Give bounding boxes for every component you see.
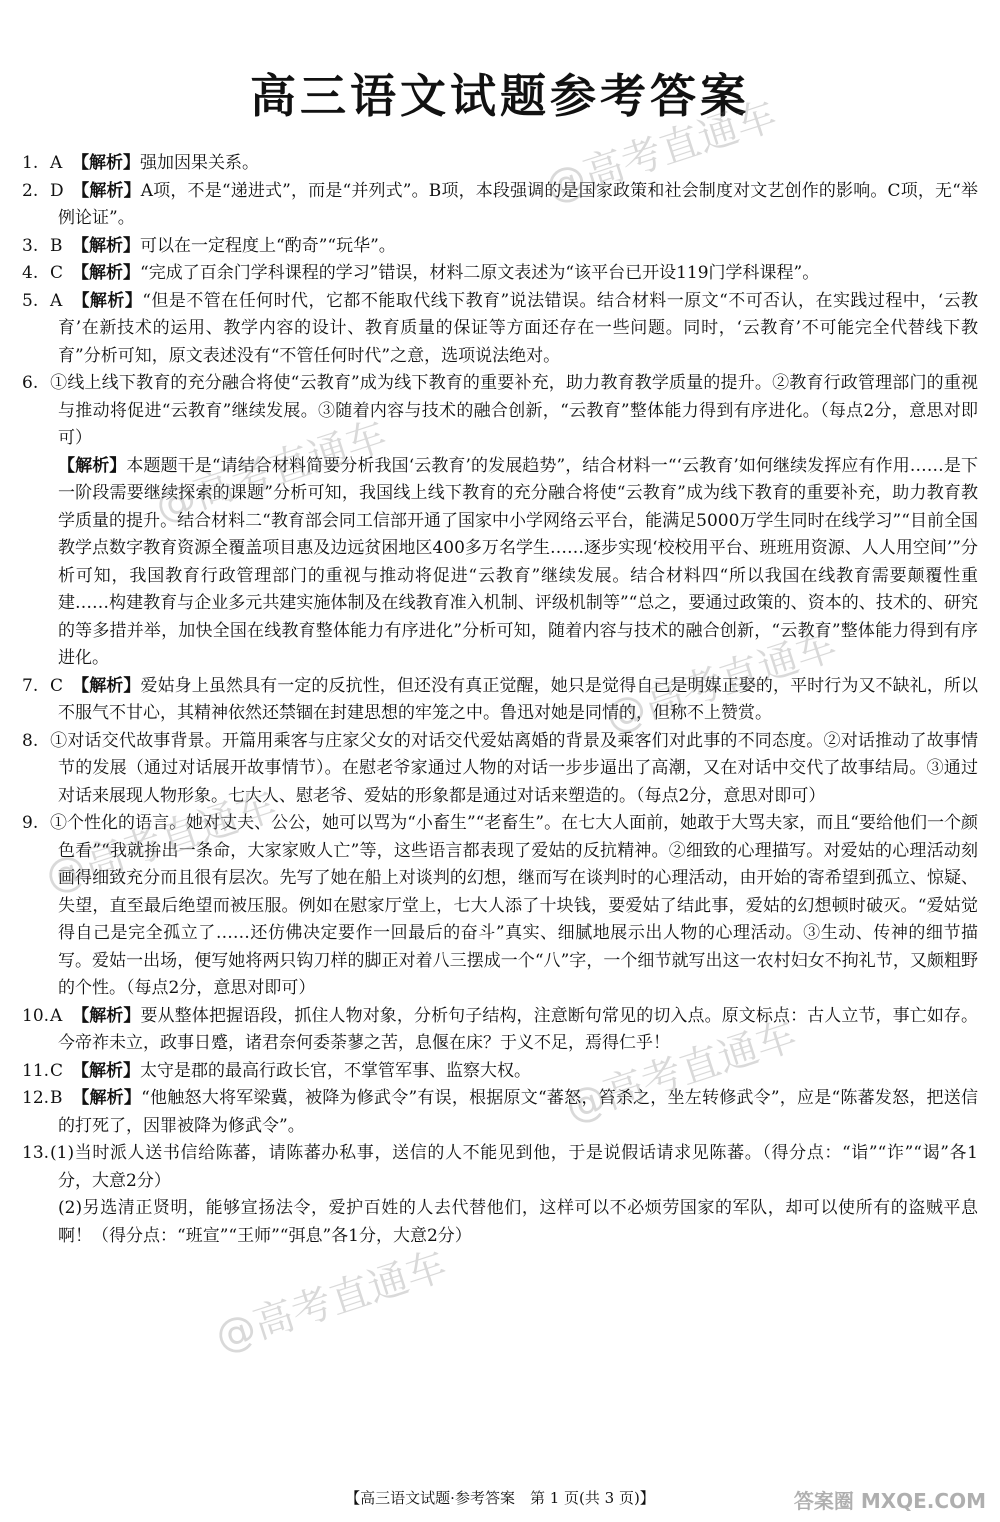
watermark-1: @高考直通车 xyxy=(539,92,783,211)
answer-item-3: 3. B 【解析】可以在一定程度上“酌奇”“玩华”。 xyxy=(22,235,396,256)
watermark-6: @高考直通车 xyxy=(209,1242,453,1361)
watermark-2: @高考直通车 xyxy=(149,412,393,531)
answer-list xyxy=(22,150,978,1250)
watermark-3: @高考直通车 xyxy=(599,622,843,741)
answer-item-8: 8. ①对话交代故事背景。开篇用乘客与庄家父女的对话交代爱姑离婚的背景及乘客们对此事的不同态度。②对话推动了故事情节的发展（通过对话展开故事情节）。在慰老爷家通过人物的对话一步步逼出了高潮，又在对话中交代了故事结局。③通过对话来展现人物形象。七大人、慰老爷、爱姑的形象都是通过对话来塑造的。（每点2分，意思对即可） xyxy=(22,730,978,806)
answer-item-5: 5. A 【解析】“但是不管在任何时代，它都不能取代线下教育”说法错误。结合材料一原文“不可否认，在实践过程中，‘云教育’在新技术的运用、教学内容的设计、教育质量的保证等方面还存在一些问题。同时，‘云教育’不可能完全代替线下教育”分析可知，原文表述没有“不管任何时代”之意，选项说法绝对。 xyxy=(22,290,979,366)
page-footer: 【高三语文试题·参考答案 第 1 页(共 3 页)】 xyxy=(345,1489,655,1507)
answer-13-sub-2: (2)另选清正贤明，能够宣扬法令，爱护百姓的人去代替他们，这样可以不必烦劳国家的军队，却可以使所有的盗贼平息啊！（得分点：“班宣”“王师”“弭息”各1分，大意2分） xyxy=(58,1198,978,1246)
answer-item-6: 6. ①线上线下教育的充分融合将使“云教育”成为线下教育的重要补充，助力教育教学质量的提升。②教育行政管理部门的重视与推动将促进“云教育”继续发展。③随着内容与技术的融合创新，“云教育”整体能力得到有序进化。（每点2分，意思对即可） xyxy=(22,373,978,448)
answer-item-11: 11.C 【解析】太守是郡的最高行政长官，不掌管军事、监察大权。 xyxy=(22,1060,531,1081)
watermark-4: @高考直通车 xyxy=(39,782,283,901)
page-title: 高三语文试题参考答案 xyxy=(250,69,750,123)
answer-6-analysis: 【解析】本题题干是“请结合材料简要分析我国‘云教育’的发展趋势”，结合材料一“‘云教育’如何继续发挥应有作用……是下一阶段需要继续探索的课题”分析可知，我国线上线下教育的充分融合将使“云教育”成为线下教育的重要补充，助力教育教学质量的提升。结合材料二“教育部会同工信部开通了国家中小学网络云平台，能满足5000万学生同时在线学习”“目前全国教学点数字教育资源全覆盖项目惠及边远贫困地区400多万名学生……逐步实现‘校校用平台、班班用资源、人人用空间’”分析可知，我国教育行政管理部门的重视与推动将促进“云教育”继续发展。结合材料四“所以我国在线教育需要颠覆性重建……构建教育与企业多元共建实施体制及在线教育准入机制、评级机制等”“总之，要通过政策的、资本的、技术的、研究的等多措并举，加快全国在线教育整体能力有序进化”分析可知，随着内容与技术的融合创新，“云教育”整体能力得到有序进化。 xyxy=(58,455,979,668)
site-logo-badge: 答案圈 MXQE.COM xyxy=(793,1489,986,1513)
answer-item-13: 13.(1)当时派人送书信给陈蕃，请陈蕃办私事，送信的人不能见到他，于是说假话请求见陈蕃。（得分点：“诣”“诈”“谒”各1分，大意2分） xyxy=(22,1143,978,1191)
answer-item-1: 1. A 【解析】强加因果关系。 xyxy=(22,153,259,173)
answer-item-9: 9. ①个性化的语言。她对丈夫、公公，她可以骂为“小畜生”“老畜生”。在七大人面前，她敢于大骂夫家，而且“要给他们一个颜色看”“我就拚出一条命，大家家败人亡”等，这些语言都表现了爱姑的反抗精神。②细致的心理描写。对爱姑的心理活动刻画得细致充分而且很有层次。先写了她在船上对谈判的幻想，继而写在谈判时的心理活动，由开始的寄希望到孤立、惊疑、失望，直至最后绝望而被压服。例如在慰家厅堂上，七大人添了十块钱，要爱姑了结此事，爱姑的幻想顿时破灭。“爱姑觉得自己是完全孤立了……还仿佛决定要作一回最后的奋斗”真实、细腻地展示出人物的心理活动。③生动、传神的细节描写。爱姑一出场，便写她将两只钩刀样的脚正对着八三摆成一个“八”字，一个细节就写出这一农村妇女不拘礼节，又颇粗野的个性。（每点2分，意思对即可） xyxy=(22,813,978,998)
answer-item-12: 12.B 【解析】“他触怒大将军梁冀，被降为修武令”有误，根据原文“蕃怒，笞杀之，坐左转修武令”，应是“陈蕃发怒，把送信的打死了，因罪被降为修武令”。 xyxy=(22,1088,978,1136)
answer-item-10: 10.A 【解析】要从整体把握语段，抓住人物对象，分析句子结构，注意断句常见的切入点。原文标点：古人立节，事亡如存。今帝祚未立，政事日蹙，诸君奈何委荼蓼之苦，息偃在床？于义不足，焉得仁乎！ xyxy=(22,1005,979,1053)
answer-item-7: 7. C 【解析】爱姑身上虽然具有一定的反抗性，但还没有真正觉醒，她只是觉得自己是明媒正娶的，平时行为又不缺礼，所以不服气不甘心，其精神依然还禁锢在封建思想的牢笼之中。鲁迅对她是同情的，但称不上赞赏。 xyxy=(22,675,979,723)
answer-item-2: 2. D 【解析】A项，不是“递进式”，而是“并列式”。B项，本段强调的是国家政策和社会制度对文艺创作的影响。C项，无“举例论证”。 xyxy=(22,180,979,228)
answer-item-4: 4. C 【解析】“完成了百余门学科课程的学习”错误，材料二原文表述为“该平台已开设119门学科课程”。 xyxy=(22,263,820,283)
watermark-5: @高考直通车 xyxy=(559,1012,803,1131)
